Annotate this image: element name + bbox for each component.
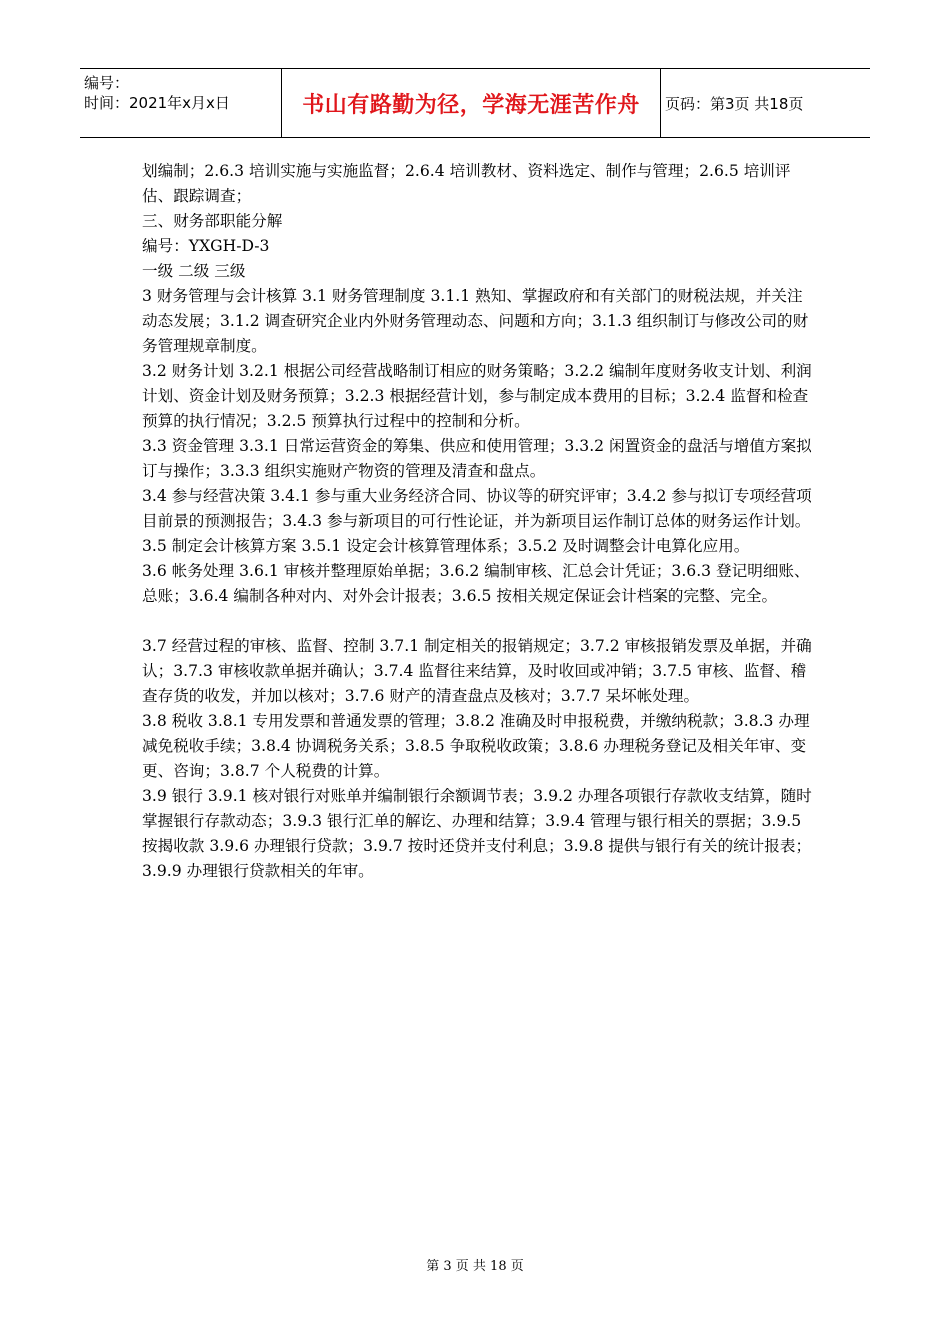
body-paragraph: 3.5 制定会计核算方案 3.5.1 设定会计核算管理体系；3.5.2 及时调整会计电算化应用。: [142, 537, 750, 555]
body-paragraph: 3.2 财务计划 3.2.1 根据公司经营战略制订相应的财务策略；3.2.2 编制年度财务收支计划、利润计划、资金计划及财务预算；3.2.3 根据经营计划，参与制定成本费用的目标；3.2.4 监督和检查预算的执行情况；3.2.5 预算执行过程中的控制和分析。: [142, 362, 812, 430]
header-motto-cell: [281, 69, 661, 137]
header-page-cell: [665, 69, 870, 137]
body-paragraph: 划编制；2.6.3 培训实施与实施监督；2.6.4 培训教材、资料选定、制作与管理；2.6.5 培训评估、跟踪调查；: [142, 162, 791, 205]
paragraph-spacer: [142, 609, 812, 634]
body-paragraph: 3.6 帐务处理 3.6.1 审核并整理原始单据；3.6.2 编制审核、汇总会计凭证；3.6.3 登记明细账、总账；3.6.4 编制各种对内、对外会计报表；3.6.5 按相关规定保证会计档案的完整、完全。: [142, 562, 810, 605]
document-number-label: 编号：: [84, 74, 130, 92]
section-code: 编号：YXGH-D-3: [142, 237, 270, 255]
footer-page-number: 第 3 页 共 18 页: [426, 1259, 524, 1274]
body-paragraph: 3.8 税收 3.8.1 专用发票和普通发票的管理；3.8.2 准确及时申报税费，并缴纳税款；3.8.3 办理减免税收手续；3.8.4 协调税务关系；3.8.5 争取税收政策；3.8.6 办理税务登记及相关年审、变更、咨询；3.8.7 个人税费的计算。: [142, 712, 810, 780]
level-header: 一级 二级 三级: [142, 262, 246, 280]
body-paragraph: 3 财务管理与会计核算 3.1 财务管理制度 3.1.1 熟知、掌握政府和有关部门的财税法规，并关注动态发展；3.1.2 调查研究企业内外财务管理动态、问题和方向；3.1.3 组织制订与修改公司的财务管理规章制度。: [142, 287, 809, 355]
body-paragraph: 3.4 参与经营决策 3.4.1 参与重大业务经济合同、协议等的研究评审；3.4.2 参与拟订专项经营项目前景的预测报告；3.4.3 参与新项目的可行性论证，并为新项目运作制订总体的财务运作计划。: [142, 487, 812, 530]
document-body: [142, 159, 812, 884]
body-paragraph: 3.3 资金管理 3.3.1 日常运营资金的筹集、供应和使用管理；3.3.2 闲置资金的盘活与增值方案拟订与操作；3.3.3 组织实施财产物资的管理及清查和盘点。: [142, 437, 812, 480]
page-footer: [0, 1255, 950, 1274]
document-date-label: 时间：2021年x月x日: [84, 94, 230, 112]
body-paragraph: 3.7 经营过程的审核、监督、控制 3.7.1 制定相关的报销规定；3.7.2 审核报销发票及单据，并确认；3.7.3 审核收款单据并确认；3.7.4 监督往来结算，及时收回或冲销；3.7.5 审核、监督、稽查存货的收发，并加以核对；3.7.6 财产的清查盘点及核对；3.7.7 呆坏帐处理。: [142, 637, 812, 705]
body-paragraph: 3.9 银行 3.9.1 核对银行对账单并编制银行余额调节表；3.9.2 办理各项银行存款收支结算，随时掌握银行存款动态；3.9.3 银行汇单的解讫、办理和结算；3.9.4 管理与银行相关的票据；3.9.5 按揭收款 3.9.6 办理银行贷款；3.9.7 按时还贷并支付利息；3.9.8 提供与银行有关的统计报表；3.9.9 办理银行贷款相关的年审。: [142, 787, 812, 880]
section-heading: 三、财务部职能分解: [142, 212, 283, 230]
header-motto: 书山有路勤为径，学海无涯苦作舟: [302, 92, 640, 118]
header-meta: [80, 69, 280, 137]
page-header: [80, 68, 870, 138]
header-page-number: 页码：第3页 共18页: [665, 94, 804, 113]
